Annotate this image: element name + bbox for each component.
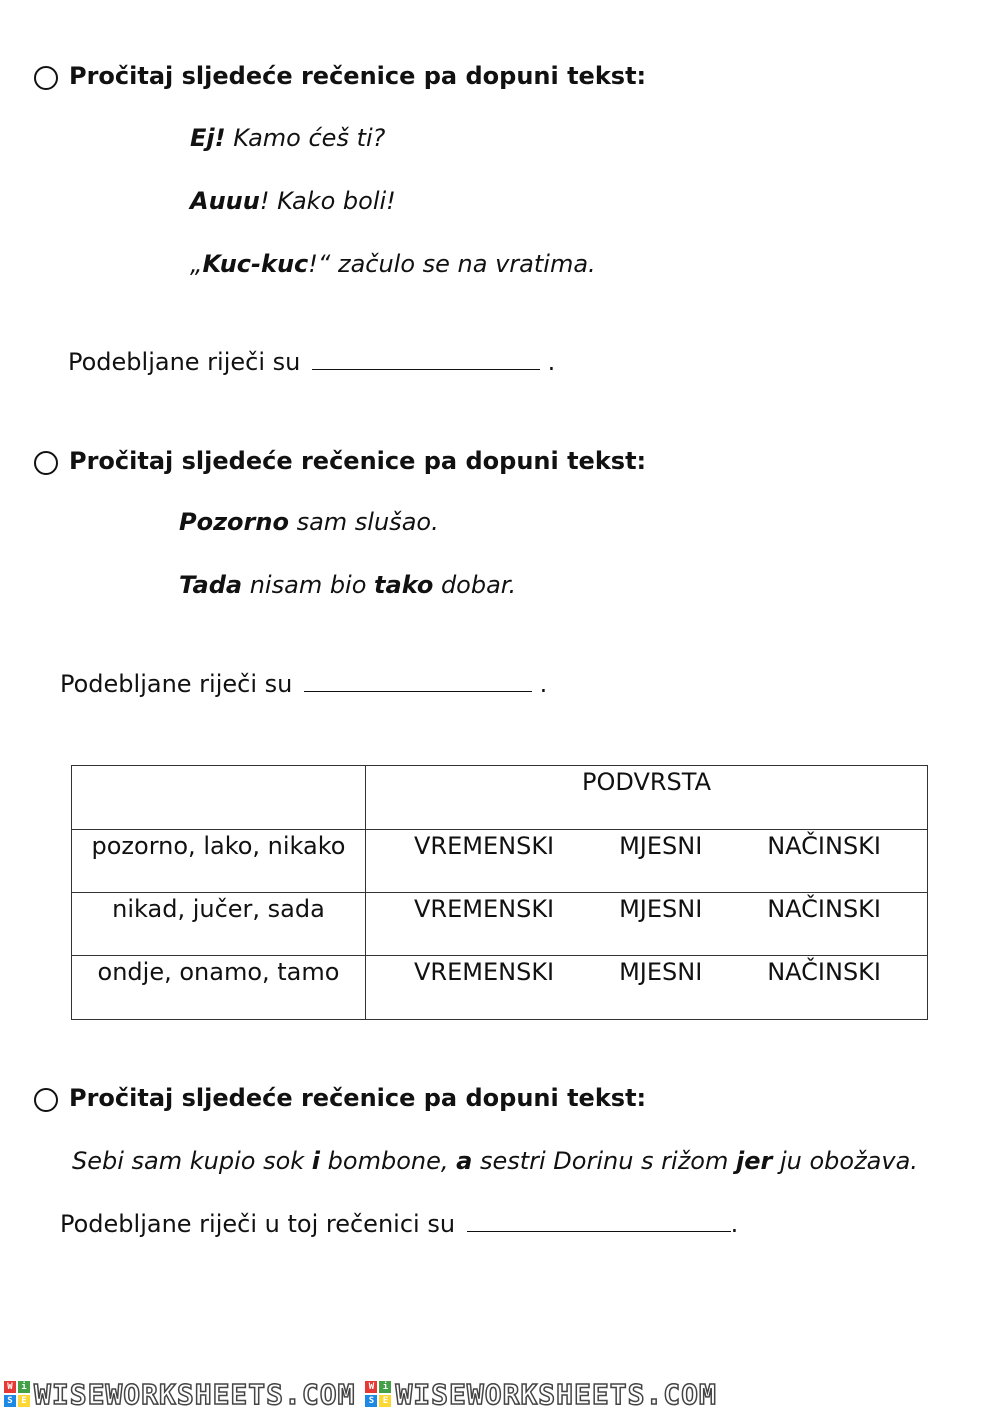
bold-word: Ej!	[190, 124, 226, 152]
options-cell	[366, 956, 928, 1020]
section1-heading: Pročitaj sljedeće rečenice pa dopuni tekst:	[69, 62, 647, 90]
sentence-rest: sam slušao.	[288, 508, 439, 536]
sentence-part: bombone,	[320, 1147, 457, 1175]
bold-word: a	[456, 1147, 473, 1175]
checkbox-circle-icon[interactable]	[34, 66, 58, 90]
table-row	[72, 830, 928, 893]
option-mjesni[interactable]: MJESNI	[619, 895, 703, 923]
table-header-row	[72, 766, 928, 830]
example-sentence-3	[190, 250, 596, 278]
bold-word: Auuu	[190, 187, 260, 215]
fill-label: Podebljane riječi su	[60, 670, 293, 698]
sentence-part: Sebi sam kupio sok	[72, 1147, 312, 1175]
sentence-rest: ! Kako boli!	[259, 187, 396, 215]
option-vremenski[interactable]: VREMENSKI	[414, 832, 555, 860]
section2-heading: Pročitaj sljedeće rečenice pa dopuni tekst:	[69, 447, 647, 475]
footer-watermark	[0, 1378, 1000, 1410]
fill-end: .	[540, 348, 556, 376]
option-nacinski[interactable]: NAČINSKI	[767, 958, 881, 986]
fill-label: Podebljane riječi u toj rečenici su	[60, 1210, 456, 1238]
option-mjesni[interactable]: MJESNI	[619, 958, 703, 986]
example-sentence-2	[190, 187, 396, 215]
example-sentence-6	[72, 1147, 918, 1175]
option-nacinski[interactable]: NAČINSKI	[767, 895, 881, 923]
answer-blank[interactable]	[304, 669, 532, 692]
option-vremenski[interactable]: VREMENSKI	[414, 895, 555, 923]
words-cell: pozorno, lako, nikako	[72, 830, 366, 893]
fill-in-line-3	[60, 1209, 738, 1238]
fill-label: Podebljane riječi su	[68, 348, 301, 376]
bold-word: tako	[374, 571, 434, 599]
example-sentence-5	[179, 571, 516, 599]
table-row	[72, 893, 928, 956]
bold-word: Tada	[179, 571, 243, 599]
subtype-table	[71, 765, 928, 1020]
fill-in-line-1	[68, 347, 555, 376]
example-sentence-1	[190, 124, 385, 152]
sentence-part: sestri Dorinu s rižom	[472, 1147, 736, 1175]
header-cell: PODVRSTA	[366, 766, 928, 830]
bold-word: jer	[736, 1147, 773, 1175]
option-nacinski[interactable]: NAČINSKI	[767, 832, 881, 860]
sentence-pre: „	[190, 250, 203, 278]
logo-grid-icon: W i S E	[365, 1381, 391, 1407]
sentence-rest: Kamo ćeš ti?	[225, 124, 386, 152]
answer-blank[interactable]	[312, 347, 540, 370]
sentence-rest: !“ začulo se na vratima.	[308, 250, 596, 278]
section3-heading: Pročitaj sljedeće rečenice pa dopuni tekst:	[69, 1084, 647, 1112]
table-row	[72, 956, 928, 1020]
words-cell: nikad, jučer, sada	[72, 893, 366, 956]
options-cell	[366, 830, 928, 893]
bold-word: i	[311, 1147, 321, 1175]
checkbox-circle-icon[interactable]	[34, 1088, 58, 1112]
wiseworksheets-logo	[4, 1378, 355, 1411]
example-sentence-4	[179, 508, 439, 536]
option-vremenski[interactable]: VREMENSKI	[414, 958, 555, 986]
wiseworksheets-logo	[365, 1378, 716, 1411]
logo-text: WISEWORKSHEETS.COM	[34, 1377, 356, 1411]
answer-blank[interactable]	[467, 1209, 731, 1232]
bold-word: Pozorno	[179, 508, 289, 536]
logo-text: WISEWORKSHEETS.COM	[395, 1377, 717, 1411]
sentence-part: ju obožava.	[772, 1147, 918, 1175]
fill-end: .	[532, 670, 548, 698]
option-mjesni[interactable]: MJESNI	[619, 832, 703, 860]
header-empty-cell	[72, 766, 366, 830]
sentence-mid: nisam bio	[242, 571, 375, 599]
fill-end: .	[730, 1210, 739, 1238]
options-cell	[366, 893, 928, 956]
sentence-rest: dobar.	[433, 571, 517, 599]
checkbox-circle-icon[interactable]	[34, 451, 58, 475]
bold-word: Kuc-kuc	[202, 250, 309, 278]
logo-grid-icon: W i S E	[4, 1381, 30, 1407]
words-cell: ondje, onamo, tamo	[72, 956, 366, 1020]
fill-in-line-2	[60, 669, 547, 698]
